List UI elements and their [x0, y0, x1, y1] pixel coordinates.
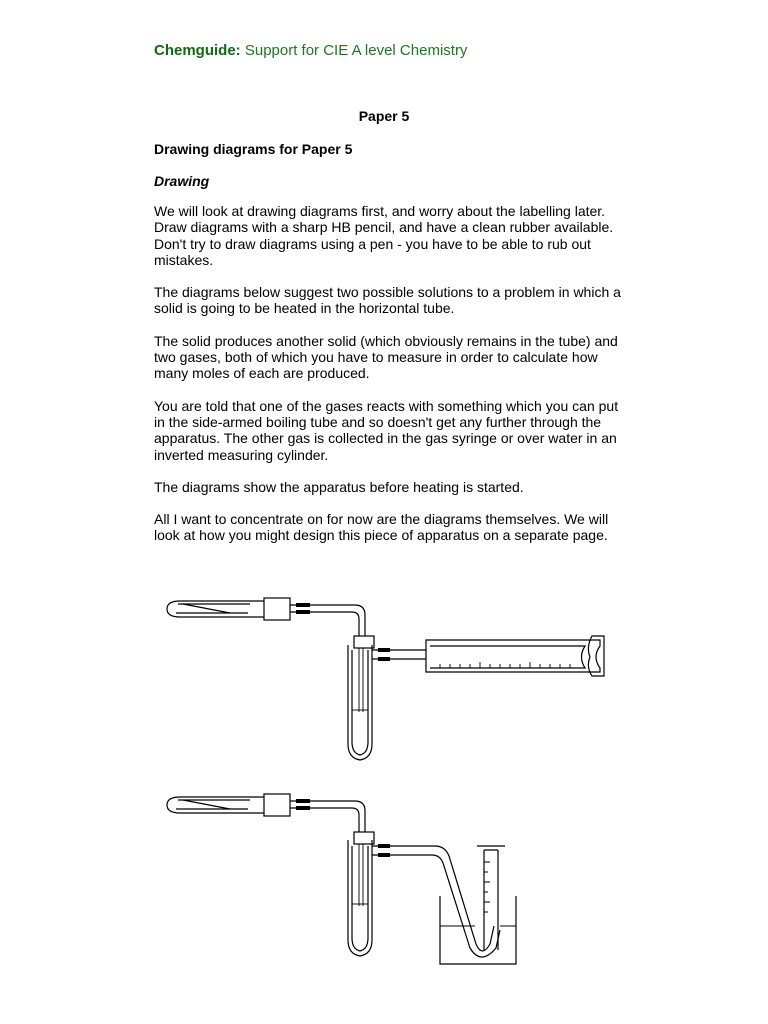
header-brand: Chemguide: [154, 42, 241, 59]
side-arm [372, 648, 426, 661]
apparatus-diagram-water [167, 794, 516, 964]
paper-title: Paper 5 [358, 108, 410, 124]
heating-tube [167, 794, 290, 816]
heating-tube [167, 598, 290, 620]
apparatus-diagram-syringe [167, 598, 604, 760]
delivery-tube-to-water [372, 844, 500, 957]
paragraph: All I want to concentrate on for now are the diagrams themselves. We will look at how you might design this piece of apparatus on a separate page. [154, 511, 609, 544]
header-subtitle: Support for CIE A level Chemistry [244, 42, 468, 59]
water-trough [440, 896, 516, 964]
delivery-tube [290, 799, 365, 836]
sub-title: Drawing [154, 173, 210, 189]
delivery-tube [290, 603, 365, 640]
paragraph: The diagrams below suggest two possible solutions to a problem in which a solid is going to be heated in the horizontal tube. [154, 284, 621, 317]
measuring-cylinder [477, 846, 505, 950]
paragraph: We will look at drawing diagrams first, and worry about the labelling later. Draw diagrams with a sharp HB pencil, and have a clean rubber available. Don't try to draw diagrams using a pen - you have to be able to rub out mistakes. [154, 203, 614, 268]
section-title: Drawing diagrams for Paper 5 [154, 141, 353, 157]
paragraph: The solid produces another solid (which obviously remains in the tube) and two gases, both of which you have to measure in order to calculate how many moles of each are produced. [154, 332, 618, 382]
gas-syringe [426, 636, 604, 676]
side-arm-boiling-tube [348, 832, 374, 956]
side-arm-boiling-tube [348, 636, 374, 760]
paragraph: You are told that one of the gases reacts with something which you can put in the side-armed boiling tube and so doesn't get any further through the apparatus. The other gas is collected in the gas syringe or over water in an inverted measuring cylinder. [154, 397, 619, 463]
paragraph: The diagrams show the apparatus before heating is started. [154, 478, 524, 495]
